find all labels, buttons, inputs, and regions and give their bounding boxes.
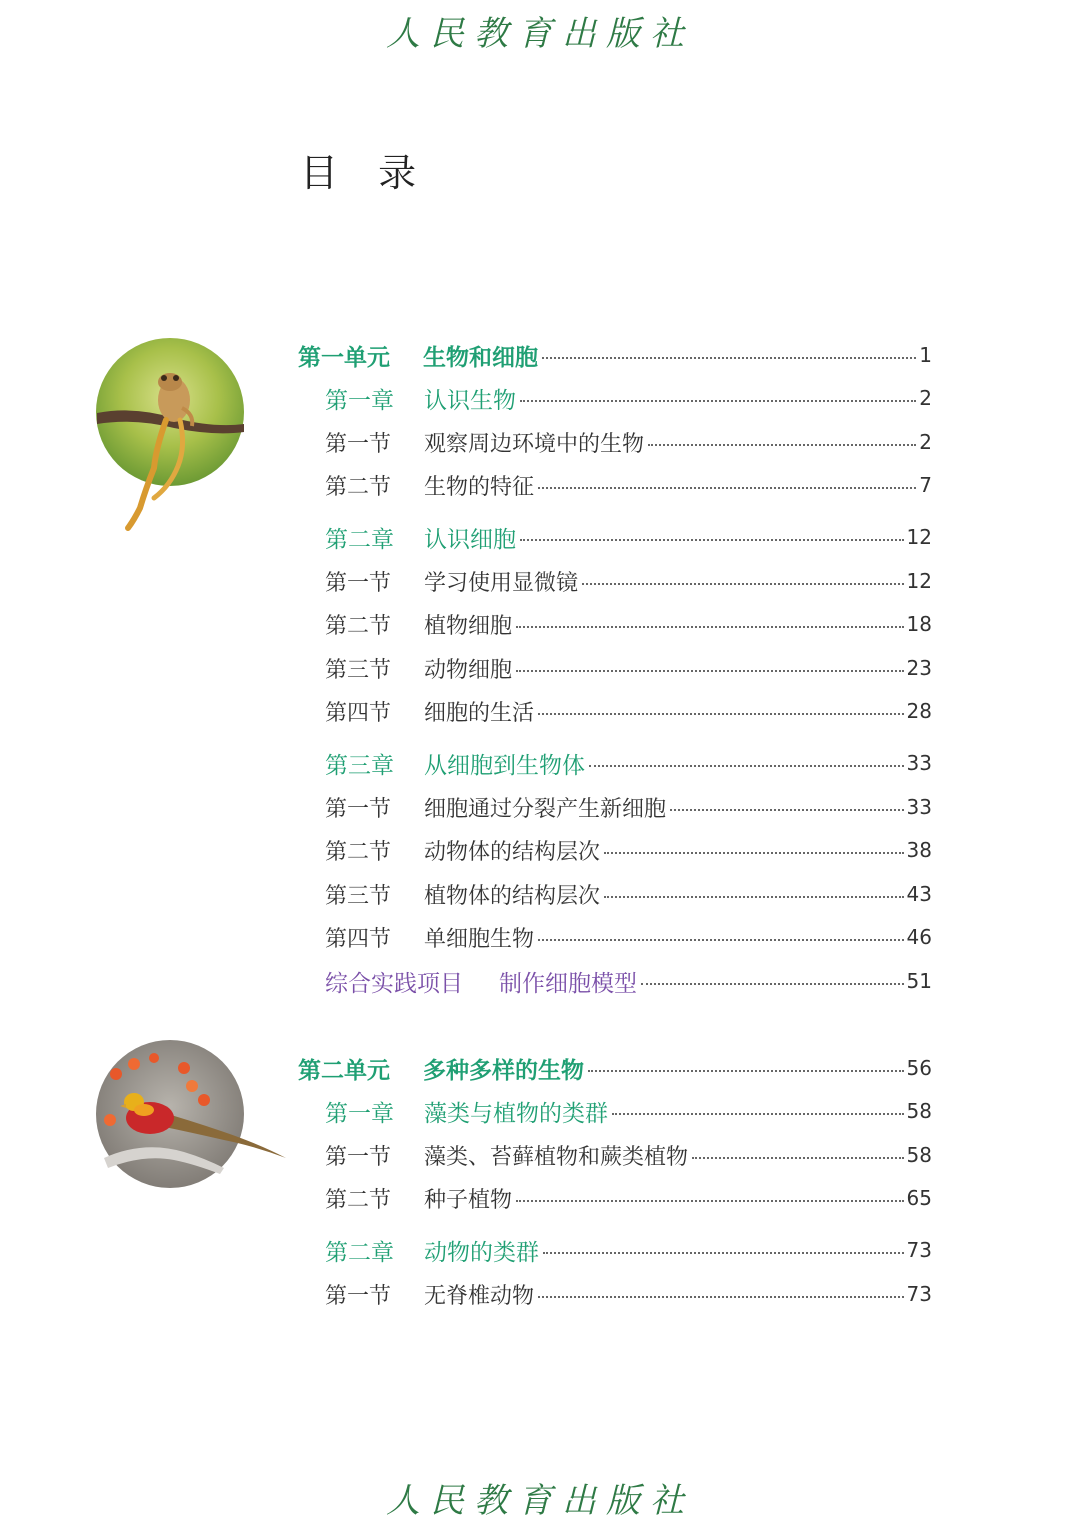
toc-entry-section[interactable] [325, 1178, 932, 1218]
page-number: 43 [906, 882, 932, 906]
entry-label: 第二节 [325, 839, 392, 865]
dot-leader [604, 852, 904, 854]
entry-label: 第二节 [325, 613, 392, 639]
entry-label: 第一节 [325, 1283, 392, 1309]
publisher-logo-top: 人民教育出版社 [386, 14, 694, 54]
page-number: 46 [906, 925, 932, 949]
toc-entry-project[interactable] [325, 961, 932, 1001]
toc-entry-section[interactable] [325, 648, 932, 688]
dot-leader [538, 487, 916, 489]
toc-entry-section[interactable] [325, 917, 932, 957]
entry-title: 多种多样的生物 [423, 1057, 584, 1084]
entry-label: 第三节 [325, 883, 392, 909]
entry-label: 第一节 [325, 431, 392, 457]
page-number: 51 [906, 969, 932, 993]
page-number: 12 [906, 569, 932, 593]
entry-title: 无脊椎动物 [424, 1283, 535, 1309]
dot-leader [543, 1252, 904, 1254]
page-number: 23 [906, 656, 932, 680]
dot-leader [516, 670, 904, 672]
dot-leader [604, 896, 904, 898]
entry-title: 细胞通过分裂产生新细胞 [424, 796, 667, 822]
dot-leader [589, 765, 904, 767]
entry-title: 生物和细胞 [423, 344, 538, 371]
dot-leader [516, 626, 904, 628]
page-number: 38 [906, 838, 932, 862]
toc-entry-section[interactable] [325, 691, 932, 731]
entry-title: 植物细胞 [424, 613, 513, 639]
entry-title: 藻类、苔藓植物和蕨类植物 [424, 1144, 689, 1170]
dot-leader [520, 400, 916, 402]
dot-leader [692, 1157, 904, 1159]
toc-entry-chapter[interactable] [325, 743, 932, 783]
dot-leader [612, 1113, 904, 1115]
dot-leader [648, 444, 916, 446]
entry-label: 第一节 [325, 796, 392, 822]
entry-title: 学习使用显微镜 [424, 570, 579, 596]
toc-entry-section[interactable] [325, 830, 932, 870]
entry-title: 认识生物 [424, 387, 516, 414]
page-number: 28 [906, 699, 932, 723]
page-number: 58 [906, 1143, 932, 1167]
entry-label: 第一单元 [298, 344, 390, 371]
toc-entry-chapter[interactable] [325, 378, 932, 418]
entry-title: 单细胞生物 [424, 926, 535, 952]
entry-label: 第四节 [325, 700, 392, 726]
dot-leader [670, 809, 904, 811]
dot-leader [582, 583, 904, 585]
entry-label: 第一节 [325, 1144, 392, 1170]
entry-title: 藻类与植物的类群 [424, 1100, 608, 1127]
entry-title: 动物细胞 [424, 657, 513, 683]
dot-leader [538, 713, 904, 715]
entry-label: 第三节 [325, 657, 392, 683]
entry-label: 第一章 [325, 1100, 394, 1127]
entry-title: 从细胞到生物体 [424, 752, 585, 779]
page-number: 73 [906, 1238, 932, 1262]
toc-title: 目 录 [300, 151, 431, 195]
entry-label: 第二节 [325, 1187, 392, 1213]
toc-entry-section[interactable] [325, 787, 932, 827]
toc-entry-section[interactable] [325, 604, 932, 644]
dot-leader [542, 357, 916, 359]
page-number: 58 [906, 1099, 932, 1123]
page-number: 7 [919, 473, 932, 497]
entry-label: 综合实践项目 [325, 970, 463, 997]
entry-title: 制作细胞模型 [499, 970, 637, 997]
entry-label: 第四节 [325, 926, 392, 952]
entry-label: 第一章 [325, 387, 394, 414]
entry-title: 动物体的结构层次 [424, 839, 601, 865]
page-number: 12 [906, 525, 932, 549]
toc-entry-section[interactable] [325, 1274, 932, 1314]
dot-leader [641, 983, 904, 985]
entry-title: 细胞的生活 [424, 700, 535, 726]
entry-label: 第二节 [325, 474, 392, 500]
toc-entry-chapter[interactable] [325, 1091, 932, 1131]
entry-label: 第一节 [325, 570, 392, 596]
page-number: 65 [906, 1186, 932, 1210]
page-number: 2 [919, 386, 932, 410]
entry-title: 种子植物 [424, 1187, 513, 1213]
toc-entry-section[interactable] [325, 561, 932, 601]
entry-title: 观察周边环境中的生物 [424, 431, 645, 457]
entry-title: 动物的类群 [424, 1239, 539, 1266]
page-number: 33 [906, 751, 932, 775]
dot-leader [588, 1070, 904, 1072]
toc-entry-chapter[interactable] [325, 1230, 932, 1270]
page-number: 18 [906, 612, 932, 636]
page-number: 73 [906, 1282, 932, 1306]
toc-entry-section[interactable] [325, 874, 932, 914]
publisher-logo-bottom: 人民教育出版社 [386, 1481, 694, 1521]
toc-entry-section[interactable] [325, 422, 932, 462]
entry-title: 植物体的结构层次 [424, 883, 601, 909]
entry-label: 第二章 [325, 526, 394, 553]
page-number: 33 [906, 795, 932, 819]
page-number: 1 [919, 343, 932, 367]
page-number: 2 [919, 430, 932, 454]
dot-leader [520, 539, 904, 541]
toc-entry-unit[interactable] [298, 1048, 932, 1088]
entry-title: 生物的特征 [424, 474, 535, 500]
toc-entry-unit[interactable] [298, 335, 932, 375]
entry-label: 第三章 [325, 752, 394, 779]
entry-label: 第二单元 [298, 1057, 390, 1084]
entry-title: 认识细胞 [424, 526, 516, 553]
toc-entry-chapter[interactable] [325, 517, 932, 557]
dot-leader [538, 1296, 904, 1298]
toc-entry-section[interactable] [325, 1135, 932, 1175]
toc-entry-section[interactable] [325, 465, 932, 505]
dot-leader [538, 939, 904, 941]
entry-label: 第二章 [325, 1239, 394, 1266]
page-number: 56 [906, 1056, 932, 1080]
dot-leader [516, 1200, 904, 1202]
